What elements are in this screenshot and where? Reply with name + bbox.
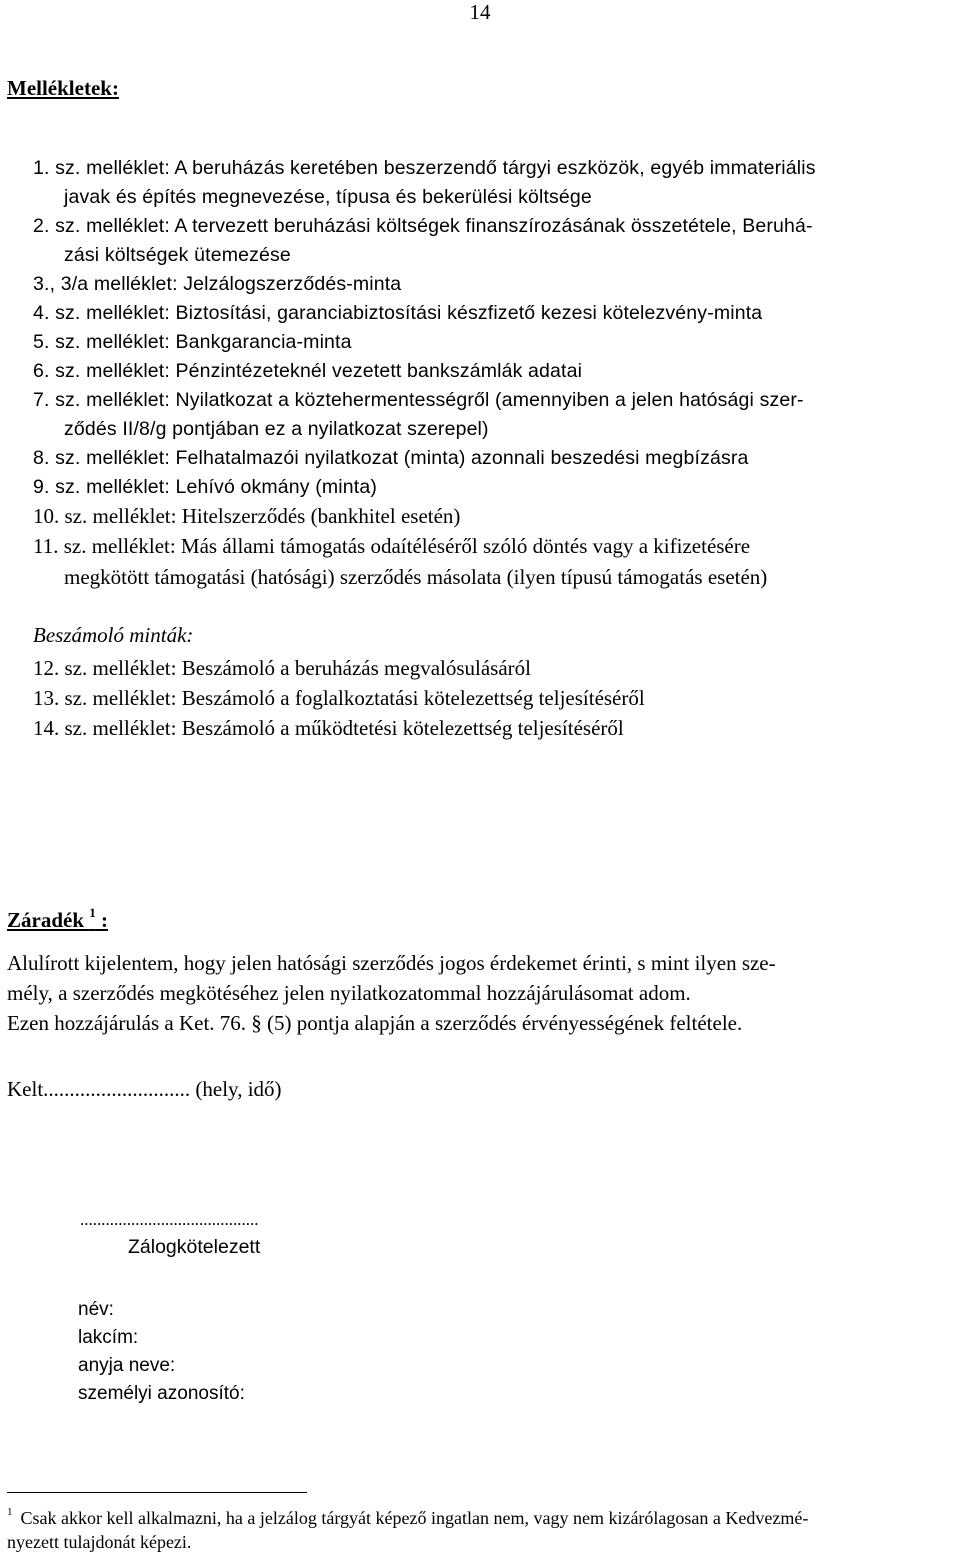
paragraph-line: mély, a szerződés megkötéséhez jelen nyilatkozatommal hozzájárulásomat adom. xyxy=(7,981,691,1005)
report-list xyxy=(33,653,645,743)
date-place-line: Kelt............................ (hely, idő) xyxy=(7,1077,282,1101)
signer-fields xyxy=(78,1296,245,1408)
page-heading: Mellékletek: xyxy=(7,76,119,100)
clause-title-text: Záradék xyxy=(7,908,85,932)
annex-line: ződés II/8/g pontjában ez a nyilatkozat szerepel) xyxy=(64,418,489,440)
field-name-label: név: xyxy=(78,1299,114,1320)
footnote-line: Csak akkor kell alkalmazni, ha a jelzálog tárgyát képező ingatlan nem, vagy nem kizárólagosan a Kedvezmé- xyxy=(20,1508,809,1528)
field-mother-name-label: anyja neve: xyxy=(78,1355,176,1376)
annex-line: 1. sz. melléklet: A beruházás keretében beszerzendő tárgyi eszközök, egyéb immateriális xyxy=(33,157,816,179)
annex-item-4 xyxy=(33,299,960,328)
annex-item-1 xyxy=(33,154,960,212)
signature-line: .......................................... xyxy=(80,1210,259,1229)
annex-item-8 xyxy=(33,444,960,473)
annex-item-7 xyxy=(33,386,960,444)
paragraph-line: Alulírott kijelentem, hogy jelen hatósági szerződés jogos érdekemet érinti, s mint ilyen sze- xyxy=(7,951,776,975)
footnote-divider xyxy=(7,1492,307,1493)
annex-line: megkötött támogatási (hatósági) szerződés másolata (ilyen típusú támogatás esetén) xyxy=(64,565,768,589)
annex-line: 6. sz. melléklet: Pénzintézeteknél vezetett bankszámlák adatai xyxy=(33,360,583,382)
annex-line: 8. sz. melléklet: Felhatalmazói nyilatkozat (minta) azonnali beszedési megbízásra xyxy=(33,447,749,469)
paragraph-line: Ezen hozzájárulás a Ket. 76. § (5) pontja alapján a szerződés érvényességének feltétele. xyxy=(7,1011,743,1035)
annex-item-2 xyxy=(33,212,960,270)
annex-line: 4. sz. melléklet: Biztosítási, garanciabiztosítási készfizető kezesi kötelezvény-minta xyxy=(33,302,763,324)
annex-list xyxy=(33,154,960,593)
page-number: 14 xyxy=(469,0,491,24)
reports-heading: Beszámoló minták: xyxy=(33,623,194,647)
report-item: 13. sz. melléklet: Beszámoló a foglalkoztatási kötelezettség teljesítéséről xyxy=(33,686,645,710)
annex-item-5 xyxy=(33,328,960,357)
annex-line: 3., 3/a melléklet: Jelzálogszerződés-minta xyxy=(33,273,402,295)
clause-title-colon: : xyxy=(101,908,109,932)
annex-line: 2. sz. melléklet: A tervezett beruházási költségek finanszírozásának összetétele, Beruhá- xyxy=(33,215,813,237)
signature-role: Zálogkötelezett xyxy=(128,1236,261,1258)
annex-line: 11. sz. melléklet: Más állami támogatás odaítéléséről szóló döntés vagy a kifizetésére xyxy=(33,534,751,558)
clause-title xyxy=(7,907,108,933)
field-personal-id-label: személyi azonosító: xyxy=(78,1383,245,1404)
annex-item-3 xyxy=(33,270,960,299)
annex-item-9 xyxy=(33,473,960,502)
field-address-label: lakcím: xyxy=(78,1327,139,1348)
annex-line: 7. sz. melléklet: Nyilatkozat a köztehermentességről (amennyiben a jelen hatósági szer- xyxy=(33,389,804,411)
report-item: 12. sz. melléklet: Beszámoló a beruházás megvalósulásáról xyxy=(33,656,532,680)
report-item: 14. sz. melléklet: Beszámoló a működtetési kötelezettség teljesítéséről xyxy=(33,716,624,740)
annex-line: zási költségek ütemezése xyxy=(64,244,291,266)
annex-line: 5. sz. melléklet: Bankgarancia-minta xyxy=(33,331,352,353)
footnote-ref: 1 xyxy=(89,905,96,920)
consent-paragraph xyxy=(7,948,957,1038)
footnote xyxy=(7,1502,957,1554)
annex-line: 9. sz. melléklet: Lehívó okmány (minta) xyxy=(33,476,377,498)
annex-item-6 xyxy=(33,357,960,386)
annex-line: 10. sz. melléklet: Hitelszerződés (bankhitel esetén) xyxy=(33,504,461,528)
annex-line: javak és építés megnevezése, típusa és bekerülési költsége xyxy=(64,186,592,208)
footnote-line: nyezett tulajdonát képezi. xyxy=(7,1532,192,1552)
annex-item-11 xyxy=(33,531,960,593)
footnote-number: 1 xyxy=(7,1506,13,1518)
annex-item-10 xyxy=(33,502,960,531)
